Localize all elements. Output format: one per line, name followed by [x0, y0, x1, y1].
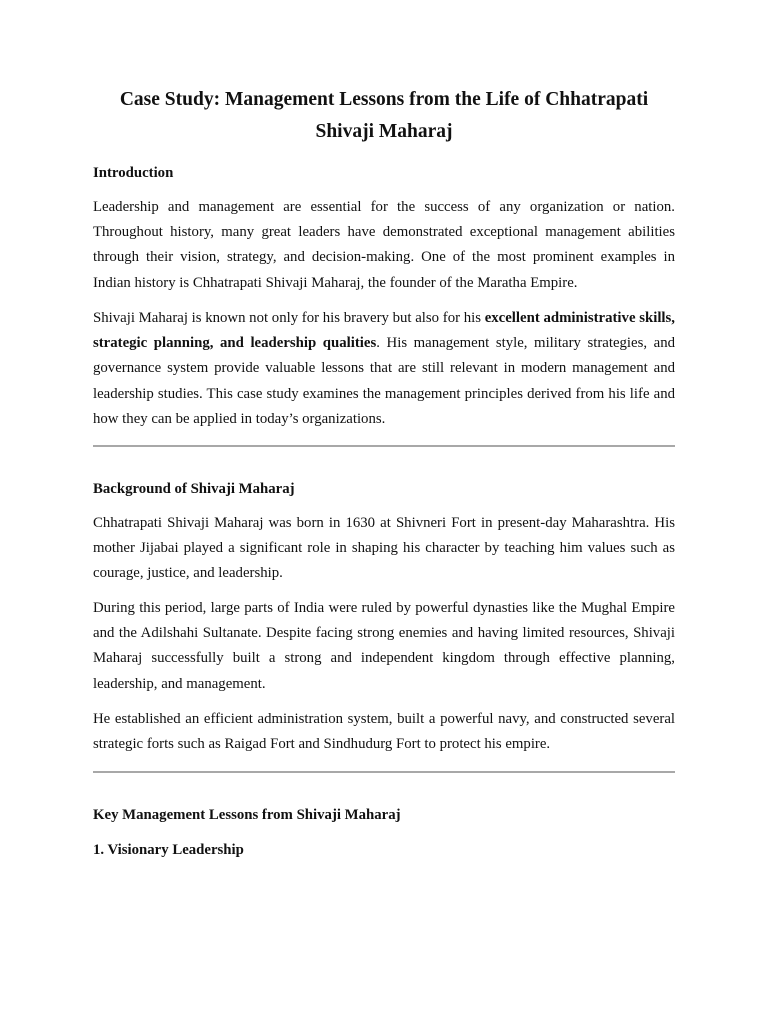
document-title: Case Study: Management Lessons from the Life of Chhatrapati Shivaji Maharaj: [119, 89, 649, 142]
lesson-1-heading: 1. Visionary Leadership: [93, 842, 244, 858]
background-paragraph-1: Chhatrapati Shivaji Maharaj was born in 1630 at Shivneri Fort in present-day Maharashtra. His mother Jijabai played a significant role in shaping his character by teaching him values such as courage, justice, and leadership.: [93, 515, 675, 582]
section-divider-2: [93, 771, 675, 773]
background-heading: Background of Shivaji Maharaj: [93, 481, 295, 497]
background-paragraph-2: During this period, large parts of India were ruled by powerful dynasties like the Mughal Empire and the Adilshahi Sultanate. Despite facing strong enemies and having limited resources, Shivaji Maharaj successfully built a strong and independent kingdom through effective planning, leadership, and management.: [93, 600, 675, 692]
introduction-paragraph-2: [93, 306, 675, 432]
section-divider-1: [93, 445, 675, 447]
introduction-paragraph-2-end: . His management style, military strategies, and governance system provide valuable lessons that are still relevant in modern management and leadership studies. This case study examines the management principles derived from his life and how they can be applied in today’s organizations.: [93, 335, 675, 427]
background-paragraph-3: He established an efficient administration system, built a powerful navy, and constructed several strategic forts such as Raigad Fort and Sindhudurg Fort to protect his empire.: [93, 711, 675, 753]
introduction-paragraph-2-start: Shivaji Maharaj is known not only for his bravery but also for his: [93, 310, 485, 326]
introduction-paragraph-1: Leadership and management are essential for the success of any organization or nation. Throughout history, many great leaders have demonstrated exceptional management abilities through their vision, strategy, and decision-making. One of the most prominent examples in Indian history is Chhatrapati Shivaji Maharaj, the founder of the Maratha Empire.: [93, 199, 675, 291]
introduction-heading: Introduction: [93, 165, 174, 181]
introduction-paragraph-2-emphasis: excellent administrative skills, strategic planning, and leadership qualities: [93, 310, 675, 352]
lessons-heading: Key Management Lessons from Shivaji Maharaj: [93, 807, 401, 823]
